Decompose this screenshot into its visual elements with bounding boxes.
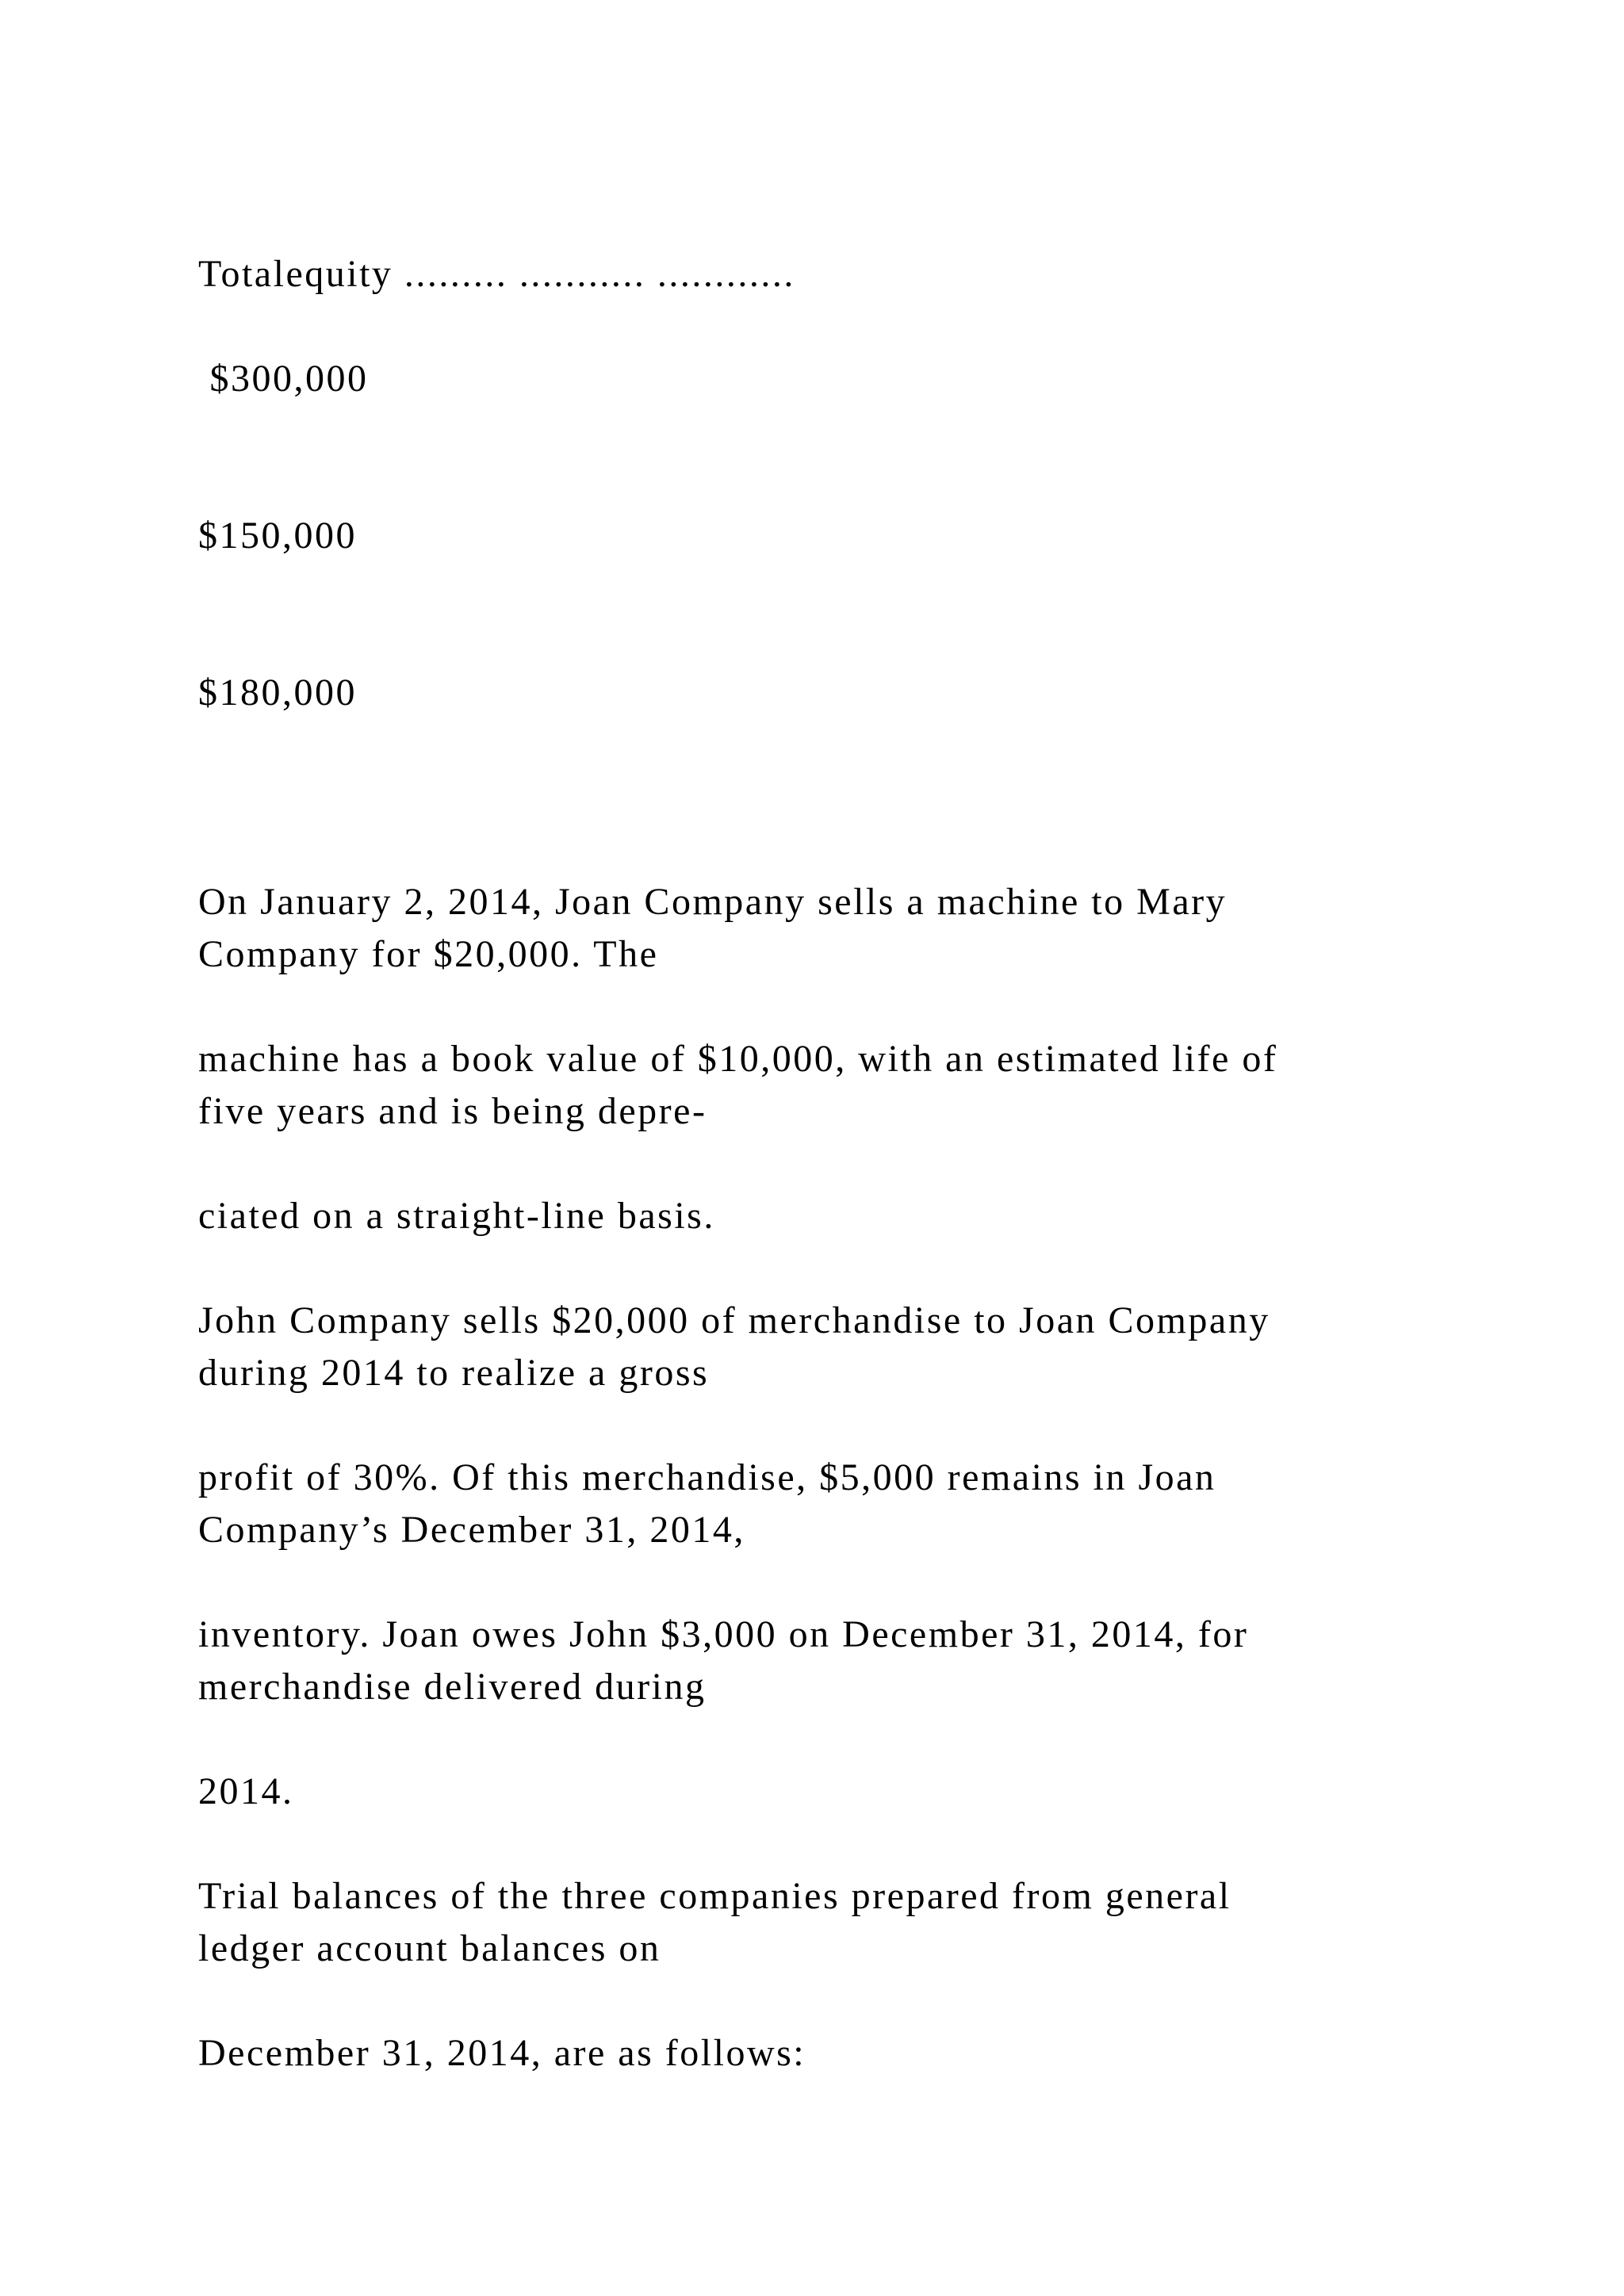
paragraph-1: On January 2, 2014, Joan Company sells a machine to Mary Company for $20,000. The bbox=[198, 881, 1228, 975]
paragraph-9: December 31, 2014, are as follows: bbox=[198, 2032, 806, 2074]
paragraph-8: Trial balances of the three companies prepared from general ledger account balances on bbox=[198, 1875, 1231, 1969]
paragraph-4: John Company sells $20,000 of merchandise to Joan Company during 2014 to realize a gross bbox=[198, 1299, 1270, 1394]
amount-3: $180,000 bbox=[198, 672, 357, 714]
paragraph-3: ciated on a straight-line basis. bbox=[198, 1195, 715, 1237]
equity-heading: Totalequity ......... ........... ............ bbox=[198, 253, 795, 295]
paragraph-2: machine has a book value of $10,000, with an estimated life of five years and is being depre- bbox=[198, 1038, 1278, 1132]
paragraph-5: profit of 30%. Of this merchandise, $5,000 remains in Joan Company’s December 31, 2014, bbox=[198, 1456, 1216, 1551]
paragraph-7: 2014. bbox=[198, 1770, 294, 1812]
amount-2: $150,000 bbox=[198, 515, 357, 557]
amount-1: $300,000 bbox=[198, 358, 369, 400]
paragraph-6: inventory. Joan owes John $3,000 on December 31, 2014, for merchandise delivered during bbox=[198, 1613, 1249, 1708]
